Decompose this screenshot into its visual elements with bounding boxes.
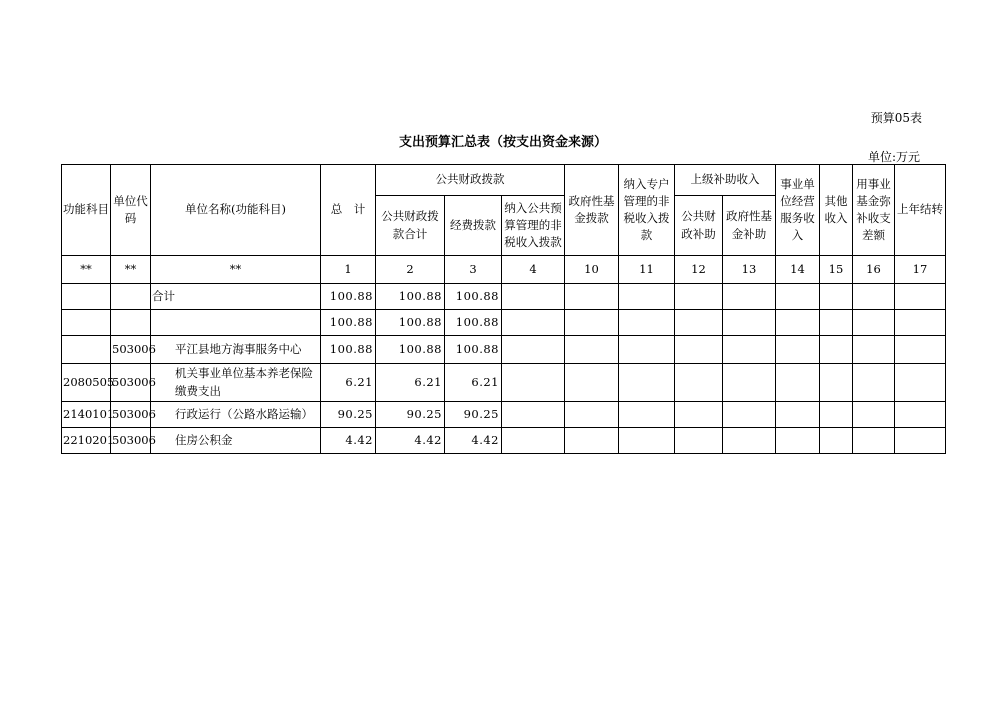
unit-code-cell: 503006 (111, 364, 151, 402)
index-cell: 16 (853, 256, 895, 284)
header-unit-name: 单位名称(功能科目) (151, 165, 321, 256)
unit-code-cell: 503006 (111, 336, 151, 364)
header-superior-subsidy: 上级补助收入 (675, 165, 776, 196)
func-code-cell (62, 336, 111, 364)
pf-total-cell: 100.88 (376, 310, 445, 336)
index-cell: 11 (619, 256, 675, 284)
unit-code-cell: 503006 (111, 428, 151, 454)
index-cell: 13 (723, 256, 776, 284)
index-cell: ** (151, 256, 321, 284)
index-cell: 15 (820, 256, 853, 284)
total-cell: 100.88 (321, 336, 376, 364)
header-public-fiscal: 公共财政拨款 (376, 165, 565, 196)
table-row (62, 402, 946, 428)
unit-code-cell: 503006 (111, 402, 151, 428)
unit-name-cell: 机关事业单位基本养老保险缴费支出 (151, 364, 321, 402)
index-cell: 3 (445, 256, 502, 284)
pf-total-cell: 100.88 (376, 284, 445, 310)
pf-expense-cell: 100.88 (445, 310, 502, 336)
index-cell: 12 (675, 256, 723, 284)
index-cell: 1 (321, 256, 376, 284)
pf-total-cell: 90.25 (376, 402, 445, 428)
table-row-total (62, 284, 946, 310)
header-business-income: 事业单位经营服务收入 (776, 165, 820, 256)
total-cell: 4.42 (321, 428, 376, 454)
header-func-code: 功能科目 (62, 165, 111, 256)
table-row (62, 364, 946, 402)
unit-code-cell (111, 310, 151, 336)
header-pf-total: 公共财政拨款合计 (376, 196, 445, 256)
table-row (62, 336, 946, 364)
header-other-income: 其他收入 (820, 165, 853, 256)
header-unit-code: 单位代码 (111, 165, 151, 256)
pf-expense-cell: 100.88 (445, 336, 502, 364)
total-cell: 100.88 (321, 284, 376, 310)
unit-code-cell (111, 284, 151, 310)
pf-expense-cell: 6.21 (445, 364, 502, 402)
index-cell: 4 (502, 256, 565, 284)
index-cell: 2 (376, 256, 445, 284)
index-cell: 10 (565, 256, 619, 284)
pf-expense-cell: 90.25 (445, 402, 502, 428)
table-row (62, 310, 946, 336)
total-cell: 100.88 (321, 310, 376, 336)
index-cell: ** (111, 256, 151, 284)
header-sup-public: 公共财政补助 (675, 196, 723, 256)
func-code-cell: 2210201 (62, 428, 111, 454)
func-code-cell: 2080505 (62, 364, 111, 402)
index-cell: 14 (776, 256, 820, 284)
pf-expense-cell: 4.42 (445, 428, 502, 454)
budget-table (61, 164, 946, 454)
form-number: 预算05表 (870, 111, 922, 125)
table-row (62, 428, 946, 454)
total-cell: 90.25 (321, 402, 376, 428)
header-fund-balance: 用事业基金弥补收支差额 (853, 165, 895, 256)
header-total: 总 计 (321, 165, 376, 256)
pf-total-cell: 4.42 (376, 428, 445, 454)
pf-expense-cell: 100.88 (445, 284, 502, 310)
func-code-cell (62, 310, 111, 336)
index-cell: ** (62, 256, 111, 284)
unit-name-cell: 合计 (151, 284, 321, 310)
func-code-cell: 2140101 (62, 402, 111, 428)
unit-name-cell: 行政运行（公路水路运输） (151, 402, 321, 428)
header-last-year: 上年结转 (895, 165, 946, 256)
unit-name-cell (151, 310, 321, 336)
unit-name-cell: 平江县地方海事服务中心 (151, 336, 321, 364)
total-cell: 6.21 (321, 364, 376, 402)
func-code-cell (62, 284, 111, 310)
header-special-nontax: 纳入专户管理的非税收入拨款 (619, 165, 675, 256)
pf-total-cell: 100.88 (376, 336, 445, 364)
index-cell: 17 (895, 256, 946, 284)
header-sup-gov-fund: 政府性基金补助 (723, 196, 776, 256)
pf-total-cell: 6.21 (376, 364, 445, 402)
unit-label: 单位:万元 (867, 150, 920, 164)
index-row (62, 256, 946, 284)
header-gov-fund: 政府性基金拨款 (565, 165, 619, 256)
header-pf-nontax: 纳入公共预算管理的非税收入拨款 (502, 196, 565, 256)
unit-name-cell: 住房公积金 (151, 428, 321, 454)
page-title: 支出预算汇总表（按支出资金来源） (398, 135, 607, 150)
header-pf-expense: 经费拨款 (445, 196, 502, 256)
